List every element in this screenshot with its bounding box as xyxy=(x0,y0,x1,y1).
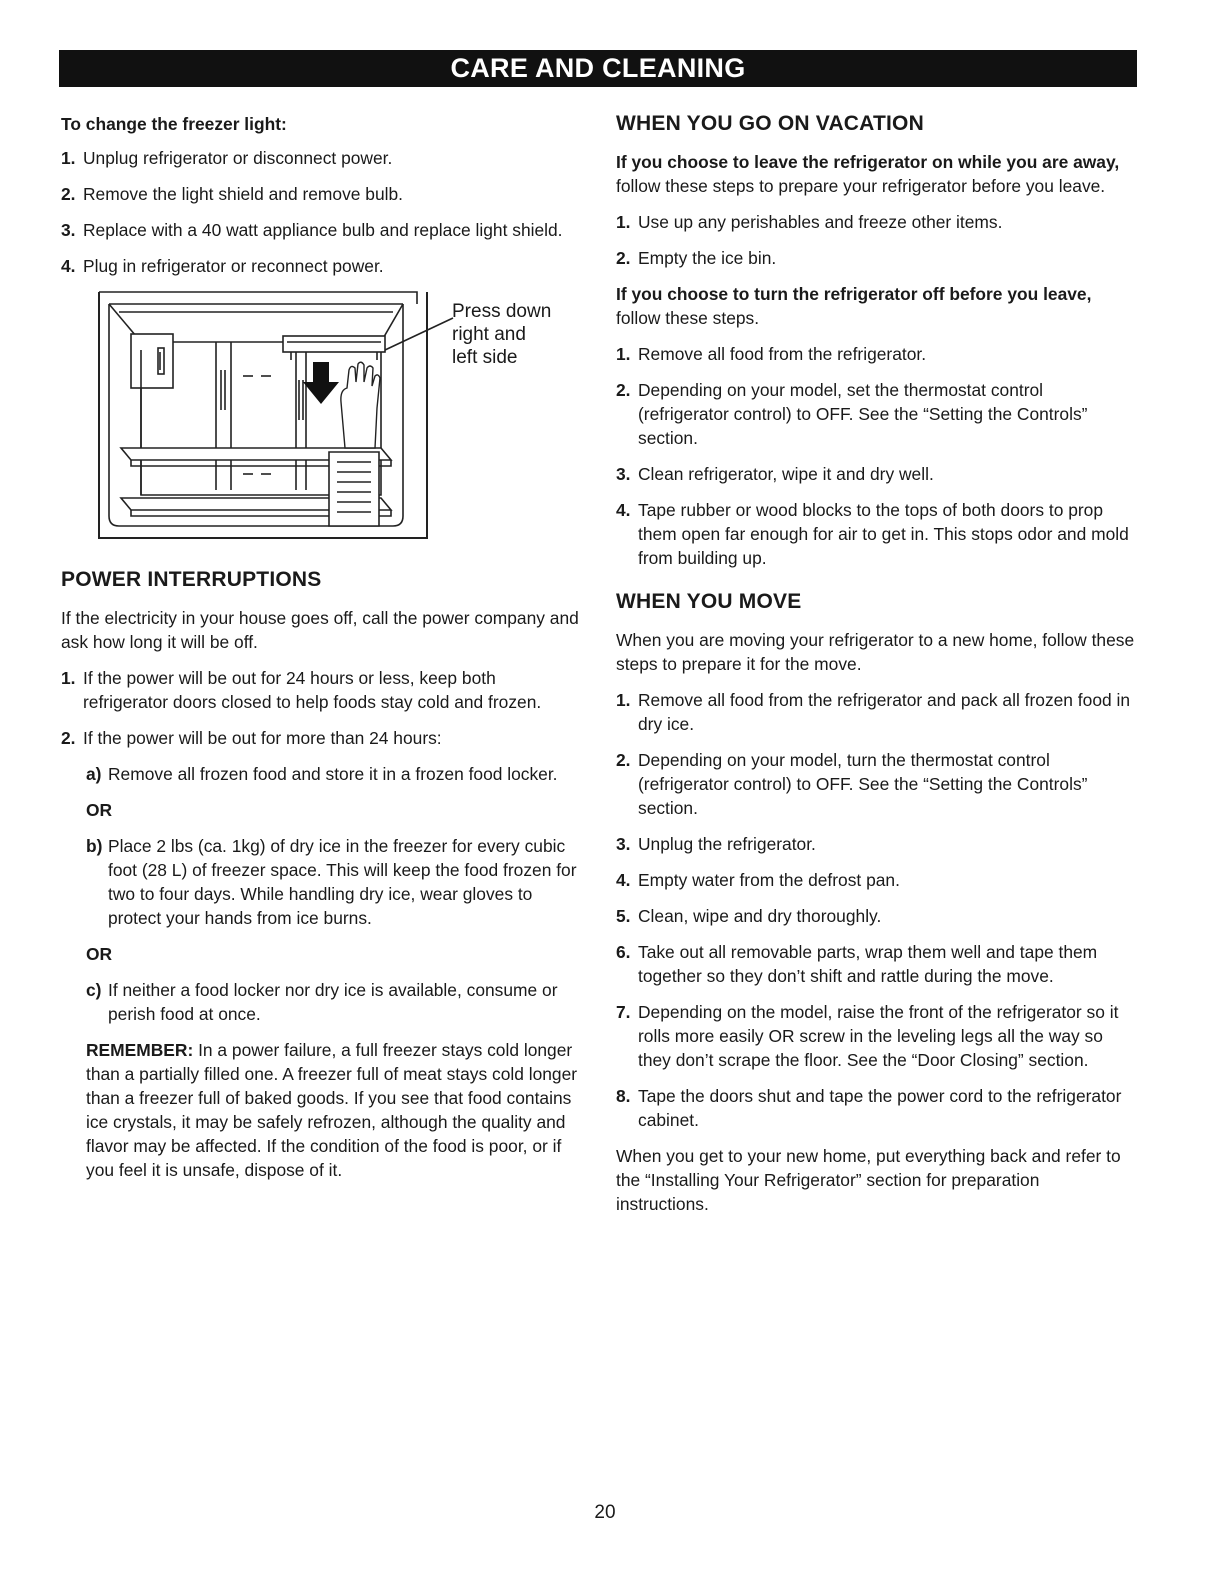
power-sub-steps xyxy=(61,762,581,786)
power-sub-steps xyxy=(61,834,581,930)
list-item: 2. Empty the ice bin. xyxy=(616,248,777,268)
move-intro: When you are moving your refrigerator to a new home, follow these steps to prepare it for the move. xyxy=(616,630,1135,674)
right-column xyxy=(616,112,1136,1228)
vacation-intro-on: If you choose to leave the refrigerator on while you are away, follow these steps to prepare your refrigerator before you leave. xyxy=(616,152,1120,196)
figure-caption: Press down right and left side xyxy=(452,301,552,368)
or-label: OR xyxy=(86,944,113,964)
list-item: 4. Plug in refrigerator or reconnect power. xyxy=(61,256,384,276)
power-steps xyxy=(61,666,581,750)
list-item: 2. Depending on your model, turn the thermostat control (refrigerator control) to OFF. See the “Setting the Controls” section. xyxy=(616,750,1088,818)
freezer-light-figure xyxy=(61,290,581,542)
power-interruptions-title: POWER INTERRUPTIONS xyxy=(61,568,322,591)
list-item: 2. Remove the light shield and remove bulb. xyxy=(61,184,403,204)
remember-text: In a power failure, a full freezer stays cold longer than a partially filled one. A freezer full of meat stays cold longer than a freezer full of baked goods. If you see that food contains ice crystals, it may be safely refrozen, although the quality and flavor may be affected. If the condition of the food is poor, or if you feel it is unsafe, dispose of it. xyxy=(86,1040,578,1180)
vacation-steps-off xyxy=(616,342,1136,570)
list-item: b) Place 2 lbs (ca. 1kg) of dry ice in the freezer for every cubic foot (28 L) of freezer space. This will keep the food frozen for two to four days. While handling dry ice, wear gloves to protect your hands from ice burns. xyxy=(86,836,577,928)
move-title: WHEN YOU MOVE xyxy=(616,590,802,613)
list-item: a) Remove all frozen food and store it in a frozen food locker. xyxy=(86,764,558,784)
list-item: 2. Depending on your model, set the thermostat control (refrigerator control) to OFF. See the “Setting the Controls” section. xyxy=(616,380,1088,448)
freezer-light-steps xyxy=(61,146,581,278)
freezer-interior-illustration xyxy=(61,290,461,542)
list-item: 3. Replace with a 40 watt appliance bulb and replace light shield. xyxy=(61,220,563,240)
power-sub-steps xyxy=(61,978,581,1026)
list-item: 5. Clean, wipe and dry thoroughly. xyxy=(616,906,882,926)
vacation-intro-off: If you choose to turn the refrigerator off before you leave, follow these steps. xyxy=(616,284,1092,328)
or-label: OR xyxy=(86,800,113,820)
page-number: 20 xyxy=(594,1502,616,1523)
move-steps xyxy=(616,688,1136,1132)
vacation-title: WHEN YOU GO ON VACATION xyxy=(616,112,924,135)
left-column xyxy=(61,112,581,1194)
list-item: 6. Take out all removable parts, wrap them well and tape them together so they don’t shift and rattle during the move. xyxy=(616,942,1098,986)
vacation-steps-on xyxy=(616,210,1136,270)
list-item: 8. Tape the doors shut and tape the power cord to the refrigerator cabinet. xyxy=(616,1086,1122,1130)
remember-label: REMEMBER: xyxy=(86,1040,194,1060)
power-interruptions-intro: If the electricity in your house goes off, call the power company and ask how long it will be off. xyxy=(61,608,579,652)
list-item: 1. If the power will be out for 24 hours or less, keep both refrigerator doors closed to help foods stay cold and frozen. xyxy=(61,668,542,712)
freezer-light-title: To change the freezer light: xyxy=(61,114,287,134)
list-item: 4. Tape rubber or wood blocks to the tops of both doors to prop them open far enough for air to get in. This stops odor and mold from building up. xyxy=(616,500,1129,568)
list-item: 7. Depending on the model, raise the front of the refrigerator so it rolls more easily OR screw in the leveling legs all the way so they don’t scrape the floor. See the “Door Closing” section. xyxy=(616,1002,1119,1070)
list-item: 2. If the power will be out for more than 24 hours: xyxy=(61,728,442,748)
list-item: 4. Empty water from the defrost pan. xyxy=(616,870,900,890)
list-item: 1. Remove all food from the refrigerator. xyxy=(616,344,927,364)
remember-note xyxy=(61,1038,581,1182)
list-item: 1. Unplug refrigerator or disconnect power. xyxy=(61,148,393,168)
page-header: CARE AND CLEANING xyxy=(59,50,1137,87)
list-item: c) If neither a food locker nor dry ice is available, consume or perish food at once. xyxy=(86,980,558,1024)
list-item: 1. Use up any perishables and freeze other items. xyxy=(616,212,1003,232)
list-item: 3. Clean refrigerator, wipe it and dry well. xyxy=(616,464,934,484)
move-outro: When you get to your new home, put everything back and refer to the “Installing Your Refrigerator” section for preparation instructions. xyxy=(616,1146,1121,1214)
list-item: 1. Remove all food from the refrigerator and pack all frozen food in dry ice. xyxy=(616,690,1131,734)
list-item: 3. Unplug the refrigerator. xyxy=(616,834,816,854)
